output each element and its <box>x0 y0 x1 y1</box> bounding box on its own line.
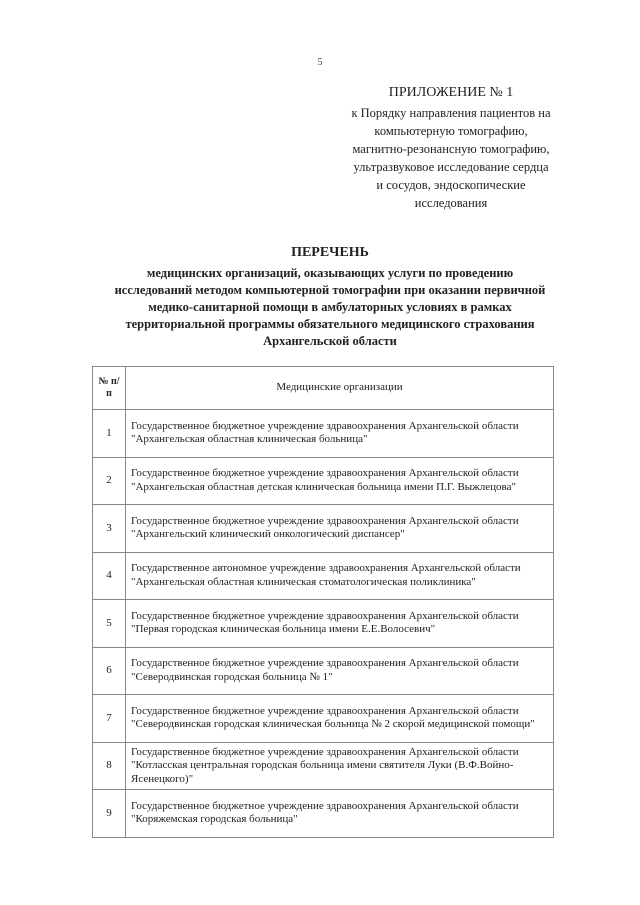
row-name: Государственное бюджетное учреждение здравоохранения Архангельской области "Архангельская областная клиническая больница" <box>126 410 554 458</box>
row-num: 2 <box>93 457 126 505</box>
title-main: ПЕРЕЧЕНЬ <box>291 245 369 260</box>
row-num: 5 <box>93 600 126 648</box>
appendix-heading: ПРИЛОЖЕНИЕ № 1 <box>388 85 514 100</box>
row-name: Государственное бюджетное учреждение здравоохранения Архангельской области "Архангельская областная детская клиническая больница имени П.Г. Выжлецова" <box>126 457 554 505</box>
row-num: 7 <box>93 695 126 743</box>
table-row <box>93 600 554 648</box>
row-name: Государственное бюджетное учреждение здравоохранения Архангельской области "Первая городская клиническая больница имени Е.Е.Волосевич" <box>126 600 554 648</box>
row-name: Государственное бюджетное учреждение здравоохранения Архангельской области "Архангельский клинический онкологический диспансер" <box>126 505 554 553</box>
document-title <box>110 245 550 350</box>
table-row <box>93 552 554 600</box>
header-num: № п/п <box>93 367 126 410</box>
row-num: 4 <box>93 552 126 600</box>
header-name: Медицинские организации <box>126 367 554 410</box>
row-name: Государственное бюджетное учреждение здравоохранения Архангельской области "Северодвинская городская больница № 1" <box>126 647 554 695</box>
row-num: 8 <box>93 742 126 790</box>
table-row <box>93 457 554 505</box>
appendix-line: к Порядку направления пациентов на <box>351 106 551 120</box>
appendix-line: ультразвуковое исследование сердца <box>353 160 549 174</box>
row-num: 9 <box>93 790 126 838</box>
appendix-block <box>322 84 580 212</box>
appendix-line: исследования <box>414 196 488 210</box>
page-number: 5 <box>317 57 323 68</box>
table-row <box>93 647 554 695</box>
row-num: 3 <box>93 505 126 553</box>
row-name: Государственное бюджетное учреждение здравоохранения Архангельской области "Коряжемская городская больница" <box>126 790 554 838</box>
row-name: Государственное бюджетное учреждение здравоохранения Архангельской области "Северодвинская городская клиническая больница № 2 скорой медицинской помощи" <box>126 695 554 743</box>
table-row <box>93 410 554 458</box>
row-name: Государственное бюджетное учреждение здравоохранения Архангельской области "Котласская центральная городская больница имени святителя Луки (В.Ф.Войно-Ясенецкого)" <box>126 742 554 790</box>
table-row <box>93 695 554 743</box>
organizations-table <box>92 366 554 838</box>
appendix-line: компьютерную томографию, <box>374 124 528 138</box>
title-subtitle: медицинских организаций, оказывающих услуги по проведению исследований методом компьютерной томографии при оказании первичной медико-санитарной помощи в амбулаторных условиях в рамках территориальной программы обязательного медицинского страхования Архангельской области <box>114 266 546 348</box>
row-num: 6 <box>93 647 126 695</box>
table-row <box>93 790 554 838</box>
row-num: 1 <box>93 410 126 458</box>
row-name: Государственное автономное учреждение здравоохранения Архангельской области "Архангельская областная клиническая стоматологическая поликлиника" <box>126 552 554 600</box>
table-row <box>93 505 554 553</box>
appendix-line: и сосудов, эндоскопические <box>376 178 526 192</box>
appendix-line: магнитно-резонансную томографию, <box>352 142 550 156</box>
table-row <box>93 742 554 790</box>
table-header-row <box>93 367 554 410</box>
